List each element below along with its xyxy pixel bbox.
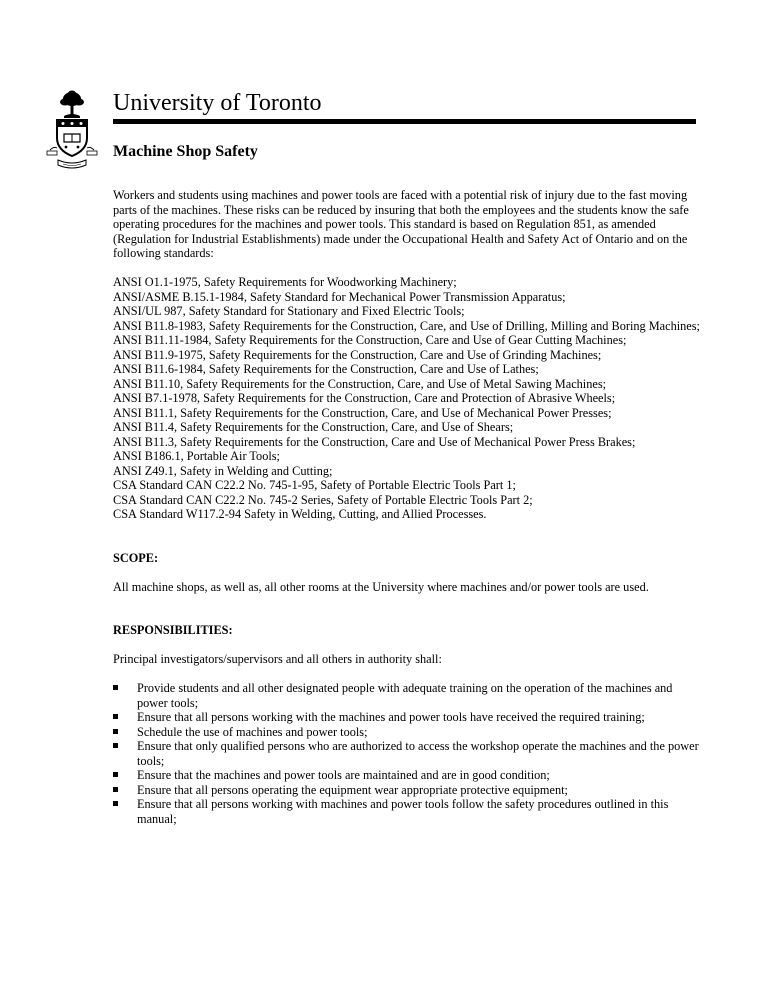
scope-text: All machine shops, as well as, all other rooms at the University where machines and/or power tools are used. — [113, 579, 649, 594]
standard-item: ANSI B11.1, Safety Requirements for the Construction, Care, and Use of Mechanical Power Presses; — [113, 405, 612, 420]
list-item: Ensure that all persons working with machines and power tools follow the safety procedures outlined in this manual; — [113, 797, 703, 826]
responsibilities-list — [113, 681, 703, 826]
standard-item: CSA Standard CAN C22.2 No. 745-1-95, Safety of Portable Electric Tools Part 1; — [113, 478, 516, 492]
responsibilities-heading: RESPONSIBILITIES: — [113, 623, 233, 637]
list-item: Ensure that all persons operating the equipment wear appropriate protective equipment; — [113, 783, 703, 798]
list-item: Ensure that all persons working with the machines and power tools have received the required training; — [113, 710, 703, 725]
standard-item: ANSI B11.8-1983, Safety Requirements for the Construction, Care, and Use of Drilling, Milling and Boring Machines; — [113, 318, 700, 333]
intro-paragraph: Workers and students using machines and power tools are faced with a potential risk of injury due to the fast moving parts of the machines. These risks can be reduced by insuring that both the employees and the students know the safe operating procedures for the machines and power tools. This standard is based on Regulation 851, as amended (Regulation for Industrial Establishments) made under the Occupational Health and Safety Act of Ontario and on the following standards: — [113, 188, 689, 260]
standard-item: ANSI B11.11-1984, Safety Requirements for the Construction, Care and Use of Gear Cutting Machines; — [113, 333, 627, 347]
standards-list — [113, 275, 703, 522]
standard-item: ANSI B11.6-1984, Safety Requirements for the Construction, Care and Use of Lathes; — [113, 362, 539, 376]
standard-item: ANSI B186.1, Portable Air Tools; — [113, 449, 280, 463]
standard-item: CSA Standard CAN C22.2 No. 745-2 Series, Safety of Portable Electric Tools Part 2; — [113, 492, 533, 507]
square-bullet-icon — [113, 801, 118, 806]
standard-item: ANSI B11.3, Safety Requirements for the Construction, Care and Use of Mechanical Power Press Brakes; — [113, 434, 636, 449]
university-crest-icon — [46, 90, 98, 176]
standard-item: ANSI B11.4, Safety Requirements for the Construction, Care, and Use of Shears; — [113, 420, 514, 434]
square-bullet-icon — [113, 772, 118, 777]
responsibilities-lead: Principal investigators/supervisors and all others in authority shall: — [113, 652, 442, 666]
list-item: Ensure that the machines and power tools are maintained and are in good condition; — [113, 768, 703, 783]
scope-heading: SCOPE: — [113, 550, 159, 565]
organization-title: University of Toronto — [113, 90, 322, 116]
square-bullet-icon — [113, 714, 118, 719]
standard-item: ANSI Z49.1, Safety in Welding and Cutting; — [113, 463, 333, 478]
document-body — [113, 188, 703, 826]
square-bullet-icon — [113, 685, 118, 690]
list-item: Provide students and all other designated people with adequate training on the operation of the machines and power tools; — [113, 681, 703, 710]
standard-item: ANSI B11.9-1975, Safety Requirements for the Construction, Care and Use of Grinding Machines; — [113, 347, 602, 362]
square-bullet-icon — [113, 743, 118, 748]
standard-item: ANSI/UL 987, Safety Standard for Stationary and Fixed Electric Tools; — [113, 304, 465, 318]
standard-item: CSA Standard W117.2-94 Safety in Welding, Cutting, and Allied Processes. — [113, 507, 487, 521]
square-bullet-icon — [113, 729, 118, 734]
header-divider — [113, 119, 696, 124]
standard-item: ANSI/ASME B.15.1-1984, Safety Standard for Mechanical Power Transmission Apparatus; — [113, 289, 566, 304]
list-item: Ensure that only qualified persons who are authorized to access the workshop operate the machines and the power tools; — [113, 739, 703, 768]
document-title: Machine Shop Safety — [113, 143, 258, 160]
standard-item: ANSI B7.1-1978, Safety Requirements for the Construction, Care and Protection of Abrasive Wheels; — [113, 391, 616, 405]
standard-item: ANSI B11.10, Safety Requirements for the Construction, Care, and Use of Metal Sawing Machines; — [113, 376, 607, 391]
standard-item: ANSI O1.1-1975, Safety Requirements for Woodworking Machinery; — [113, 275, 457, 289]
list-item: Schedule the use of machines and power tools; — [113, 725, 703, 740]
square-bullet-icon — [113, 787, 118, 792]
